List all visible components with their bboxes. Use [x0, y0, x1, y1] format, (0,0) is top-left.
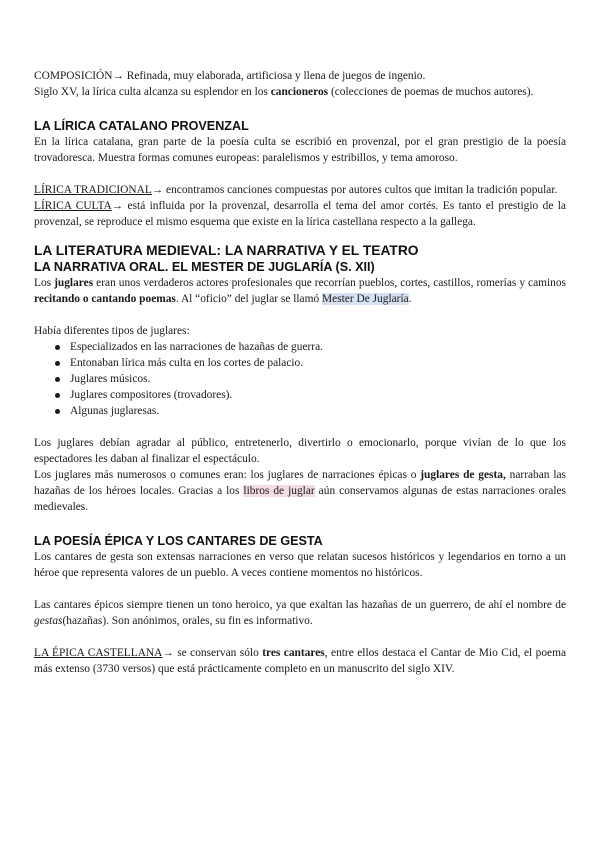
siglo-xv-paragraph	[34, 84, 566, 100]
numerosos-text-3: aún conservamos algunas de estas narraciones orales medievales.	[34, 485, 566, 513]
juglares-intro-paragraph	[34, 275, 566, 307]
list-item: Juglares compositores (trovadores).	[34, 387, 566, 403]
arrow-glyph: →	[162, 647, 174, 659]
heading-narrativa-oral: LA NARRATIVA ORAL. EL MESTER DE JUGLARÍA (S. XII)	[34, 260, 375, 274]
tres-cantares-bold: tres cantares	[262, 647, 325, 659]
epicos-text-1: Las cantares épicos siempre tienen un tono heroico, ya que exaltan las hazañas de un guerrero, de ahí el nombre de	[34, 599, 566, 611]
numerosos-text-2: narraban las hazañas de los héroes locales. Gracias a los	[34, 469, 566, 497]
lirica-tradicional-label: LÍRICA TRADICIONAL	[34, 184, 152, 196]
siglo-xv-text-2: (colecciones de poemas de muchos autores).	[328, 86, 534, 98]
juglares-text-2: eran unos verdaderos actores profesionales que recorrían pueblos, cortes, castillos, romerías y caminos	[93, 277, 566, 289]
catalana-paragraph: En la lírica catalana, gran parte de la poesía culta se escribió en provenzal, por el gran prestigio de la poesía trovadoresca. Muestra formas comunes europeas: paralelismos y estribillos, y tema amoroso.	[34, 136, 566, 164]
libros-juglar-highlight: libros de juglar	[243, 485, 315, 497]
arrow-glyph: →	[151, 184, 164, 196]
lirica-tradicional-paragraph	[34, 182, 566, 198]
lirica-culta-text: está influida por la provenzal, desarrolla el tema del amor cortés. Es tanto el prestigio de la provenzal, se reproduce el mismo esquema que existe en la lírica castellana respecto a la gallega.	[34, 200, 566, 228]
list-item: Juglares músicos.	[34, 371, 566, 387]
arrow-glyph: →	[111, 200, 124, 212]
epicos-text-2: (hazañas). Son anónimos, orales, su fin es informativo.	[62, 615, 313, 627]
numerosos-text-1: Los juglares más numerosos o comunes eran: los juglares de narraciones épicas o	[34, 469, 421, 481]
heading-lirica-catalano: LA LÍRICA CATALANO PROVENZAL	[34, 119, 249, 133]
arrow-glyph: →	[112, 70, 124, 82]
juglares-numerosos-paragraph	[34, 467, 566, 515]
cancioneros-bold: cancioneros	[270, 86, 329, 98]
tipos-intro: Había diferentes tipos de juglares:	[34, 325, 190, 337]
recitando-bold: recitando o cantando poemas	[34, 293, 176, 305]
list-item: Especializados en las narraciones de hazañas de guerra.	[34, 339, 566, 355]
cantares-paragraph: Los cantares de gesta son extensas narraciones en verso que relatan sucesos históricos y legendarios en torno a un héroe que representa valores de un pueblo. A veces contiene momentos no históricos.	[34, 551, 566, 579]
juglares-bold: juglares	[54, 277, 94, 289]
list-item: Algunas juglaresas.	[34, 403, 566, 419]
siglo-xv-text-1: Siglo XV, la lírica culta alcanza su esplendor en los	[34, 86, 271, 98]
juglares-text-3: . Al “oficio” del juglar se llamó	[175, 293, 323, 305]
juglares-text-4: .	[408, 293, 412, 305]
castellana-text-2: , entre ellos destaca el Cantar de Mio Cid, el poema más extenso (3730 versos) que está prácticamente completo en un manuscrito del siglo XIV.	[34, 647, 567, 675]
lirica-tradicional-text: encontramos canciones compuestas por autores cultos que imitan la tradición popular.	[163, 184, 558, 196]
heading-literatura-medieval: LA LITERATURA MEDIEVAL: LA NARRATIVA Y EL TEATRO	[34, 243, 419, 258]
composicion-label: COMPOSICIÓN	[34, 70, 113, 82]
composicion-paragraph	[34, 68, 566, 84]
lirica-culta-label: LÍRICA CULTA	[34, 200, 112, 212]
epica-castellana-label: LA ÉPICA CASTELLANA	[34, 647, 163, 659]
document-page	[34, 68, 566, 677]
list-item: Entonaban lírica más culta en los cortes de palacio.	[34, 355, 566, 371]
cantares-epicos-paragraph	[34, 597, 566, 629]
juglares-text-1: Los	[34, 277, 55, 289]
mester-highlight: Mester De Juglaría	[322, 293, 409, 305]
gestas-italic: gestas	[34, 615, 63, 627]
castellana-text-1: se conservan sólo	[173, 647, 263, 659]
juglares-gesta-bold: juglares de gesta,	[420, 469, 506, 481]
epica-castellana-paragraph	[34, 645, 566, 677]
lirica-culta-paragraph	[34, 198, 566, 230]
composicion-text: Refinada, muy elaborada, artificiosa y llena de juegos de ingenio.	[123, 70, 426, 82]
tipos-list	[34, 339, 566, 419]
juglares-agradar-paragraph: Los juglares debían agradar al público, entretenerlo, divertirlo o emocionarlo, porque vivían de lo que los espectadores les daban al finalizar el espectáculo.	[34, 437, 566, 465]
heading-poesia-epica: LA POESÍA ÉPICA Y LOS CANTARES DE GESTA	[34, 534, 323, 548]
